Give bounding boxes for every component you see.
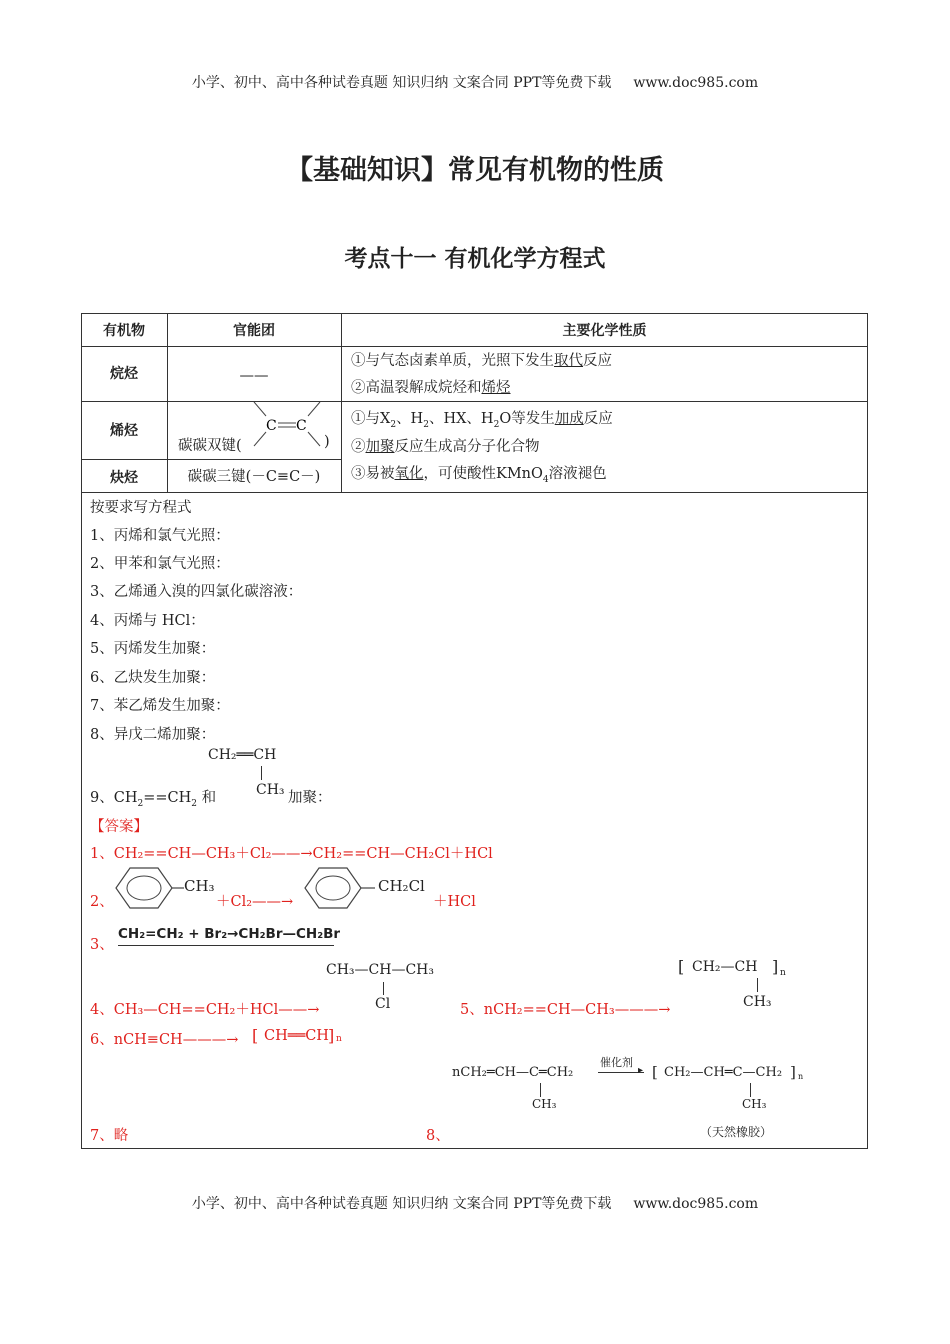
benzene-ring-icon	[303, 864, 363, 912]
table-rule	[81, 401, 868, 402]
page-footer	[0, 1193, 950, 1213]
answer-5-product-bottom: CH₃	[743, 994, 772, 1010]
answer-3-number: 3、	[90, 937, 114, 953]
header-site[interactable]: www.doc985.com	[633, 75, 759, 91]
answer-2-hcl: ＋HCl	[433, 894, 476, 910]
row-alkene-group: 碳碳双键(	[178, 438, 242, 454]
answer-4: 4、CH₃—CH==CH₂＋HCl——→	[90, 1002, 320, 1018]
row-alkene-group-close: )	[324, 434, 330, 450]
question-item: 1、丙烯和氯气光照：	[90, 528, 230, 544]
question-item: 4、丙烯与 HCl：	[90, 613, 205, 629]
answer-4-product-bottom: Cl	[375, 996, 391, 1012]
answer-6-n: n	[336, 1034, 342, 1044]
answer-8-bond	[540, 1083, 541, 1097]
alkane-prop-1: ①与气态卤素单质，光照下发生取代反应	[351, 353, 612, 369]
header-properties: 主要化学性质	[562, 323, 647, 339]
question-item: 3、乙烯通入溴的四氯化碳溶液：	[90, 584, 303, 600]
svg-text:C: C	[266, 418, 277, 434]
alkene-prop-3: ③易被氧化，可使酸性KMnO$_4$溶液褪色	[351, 466, 607, 485]
question-item: 5、丙烯发生加聚：	[90, 641, 216, 657]
bracket-icon: ]	[328, 1026, 335, 1045]
answer-5-bond	[757, 978, 758, 992]
answer-6-product: CH══CH	[264, 1028, 329, 1044]
header-text: 小学、初中、高中各种试卷真题 知识归纳 文案合同 PPT等免费下载	[191, 75, 612, 91]
answer-5-product-top: CH₂—CH	[692, 959, 758, 975]
answer-8-product-ch3: CH₃	[742, 1097, 767, 1111]
question-9-suffix: 加聚：	[288, 790, 332, 806]
question-item: 6、乙炔发生加聚：	[90, 670, 216, 686]
arrow-head-icon: ▸	[638, 1065, 644, 1076]
svg-text:C: C	[296, 418, 307, 434]
header-group: 官能团	[233, 323, 275, 339]
answer-2-reagent: ＋Cl₂——→	[216, 894, 294, 910]
answer-2-ch3: CH₃	[184, 877, 215, 895]
answer-8-number: 8、	[426, 1128, 450, 1144]
row-alkene-name: 烯烃	[110, 423, 138, 439]
answer-8-catalyst: 催化剂	[600, 1056, 633, 1069]
q9-structure-top: CH₂══CH	[208, 747, 277, 763]
question-item: 8、异戊二烯加聚：	[90, 727, 216, 743]
answer-3-underline	[118, 945, 334, 946]
answer-label: 【答案】	[90, 819, 148, 835]
answer-4-bond	[383, 982, 384, 995]
row-alkane-name: 烷烃	[110, 366, 138, 382]
section-title: 考点十一 有机化学方程式	[344, 246, 606, 272]
bracket-icon: ]	[790, 1063, 796, 1081]
bracket-icon: [	[678, 957, 685, 976]
q9-structure-bottom: CH₃	[256, 782, 285, 798]
answer-8-reactant-ch3: CH₃	[532, 1097, 557, 1111]
answer-6: 6、nCH≡CH———→	[90, 1032, 239, 1048]
answer-5-n: n	[780, 968, 786, 978]
answer-7: 7、略	[90, 1128, 129, 1144]
bracket-icon: [	[252, 1026, 259, 1045]
bracket-icon: [	[652, 1063, 658, 1081]
answer-1: 1、CH₂==CH—CH₃＋Cl₂——→CH₂==CH—CH₂Cl＋HCl	[90, 846, 493, 862]
table-rule	[81, 459, 341, 460]
footer-text: 小学、初中、高中各种试卷真题 知识归纳 文案合同 PPT等免费下载	[191, 1196, 612, 1212]
table-rule	[81, 346, 868, 347]
footer-site[interactable]: www.doc985.com	[633, 1196, 759, 1212]
benzene-ring-icon	[114, 864, 174, 912]
row-alkane-group: ——	[239, 368, 269, 384]
answer-8-n: n	[798, 1072, 804, 1081]
alkene-prop-1: ①与$X_2$、$H_2$、HX、$H_2O$等发生加成反应	[351, 411, 613, 430]
questions-intro: 按要求写方程式	[90, 500, 192, 516]
answer-2-ch2cl: CH₂Cl	[378, 877, 425, 895]
bracket-icon: ]	[772, 957, 779, 976]
answer-8-note: （天然橡胶）	[700, 1125, 773, 1139]
answer-3-equation: CH₂=CH₂ + Br₂→CH₂Br—CH₂Br	[118, 926, 341, 942]
answer-5: 5、nCH₂==CH—CH₃———→	[460, 1002, 671, 1018]
answer-8-product: CH₂—CH═C—CH₂	[664, 1065, 783, 1080]
header-organic: 有机物	[103, 323, 145, 339]
row-alkyne-name: 炔烃	[110, 470, 138, 486]
page-title: 【基础知识】常见有机物的性质	[286, 155, 664, 186]
answer-8-product-bond	[750, 1083, 751, 1097]
cc-double-bond-diagram	[250, 402, 330, 452]
answer-2-number: 2、	[90, 894, 114, 910]
q9-bond	[261, 766, 262, 780]
question-item: 7、苯乙烯发生加聚：	[90, 698, 230, 714]
page-header	[0, 72, 950, 92]
alkene-prop-2: ②加聚反应生成高分子化合物	[351, 439, 540, 455]
row-alkyne-group: 碳碳三键(－C≡C－)	[187, 469, 321, 485]
answer-8-reactant: nCH₂═CH—C═CH₂	[452, 1065, 574, 1080]
question-9: 9、$CH_2==CH_2$ 和	[90, 790, 217, 809]
alkane-prop-2: ②高温裂解成烷烃和烯烃	[351, 380, 511, 396]
table-rule	[81, 492, 868, 493]
question-item: 2、甲苯和氯气光照：	[90, 556, 230, 572]
answer-4-product-top: CH₃—CH—CH₃	[326, 962, 434, 978]
